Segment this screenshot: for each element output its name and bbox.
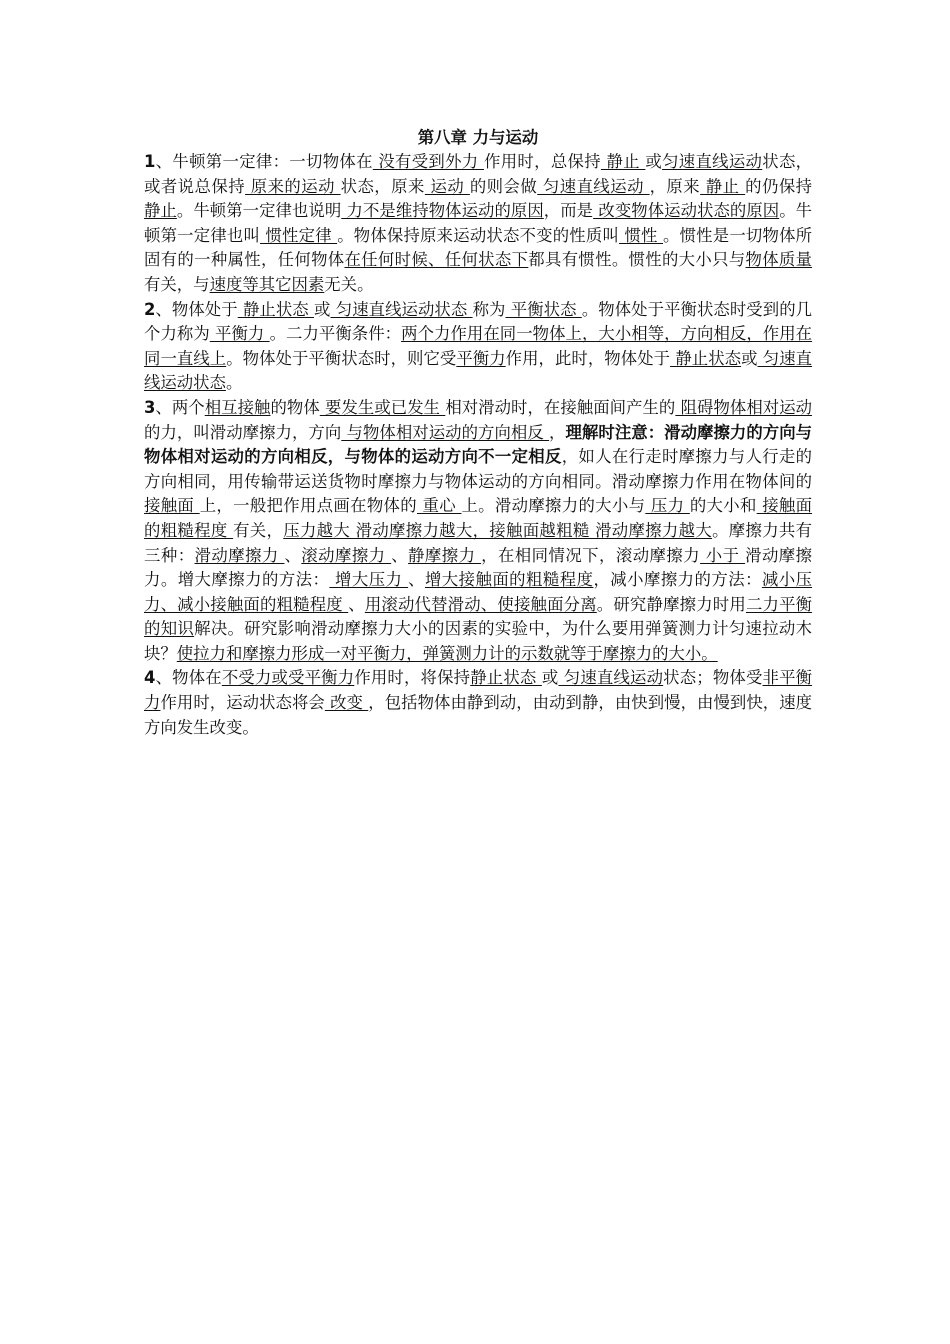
body-text: 上，一般把作用点画在物体的	[199, 496, 417, 516]
body-text: 的力，叫滑动摩擦力，方向	[144, 422, 342, 442]
answer-blank: 使拉力和摩擦力形成一对平衡力，弹簧测力计的示数就等于摩擦力的大小。	[176, 643, 718, 663]
answer-blank: 原来的运动	[245, 176, 341, 196]
paragraph-3	[144, 396, 812, 667]
body-text: ，如人在行走时摩擦力与人行走的方向相同，用传输带运送货物时摩擦力与物体运动的方向相同。滑动摩擦力作用在物体间的	[144, 447, 813, 491]
answer-blank: 减小压力、减小接触面的粗糙程度	[144, 570, 813, 614]
body-text: 的大小和	[689, 496, 757, 516]
answer-blank: 静止状态	[670, 348, 742, 368]
body-text: 的则会做	[469, 176, 538, 196]
answer-blank: 与物体相对运动的方向相反	[341, 422, 550, 442]
answer-blank: 匀速直线运动	[662, 152, 763, 171]
body-text: 、	[348, 594, 365, 614]
body-text: 称为	[472, 299, 506, 319]
paragraph-list	[144, 150, 812, 740]
paragraph-1	[144, 150, 812, 298]
answer-blank: 运动	[424, 176, 470, 196]
answer-blank: 力不是维持物体运动的原因	[341, 201, 544, 221]
body-text: 无关。	[324, 274, 374, 294]
body-text: 滑动摩擦力。增大摩擦力的方法：	[144, 545, 813, 590]
body-text: 、	[408, 570, 425, 590]
answer-blank: 匀速直线运动	[558, 668, 664, 688]
answer-blank: 改变物体运动状态的原因	[593, 201, 780, 221]
answer-blank: 静止	[700, 176, 746, 196]
answer-blank: 滑动摩擦力	[194, 545, 285, 565]
document-body	[144, 126, 812, 740]
answer-blank: 重心	[416, 496, 462, 516]
body-text: 。牛顿第一定律也说明	[176, 201, 342, 221]
answer-blank: 惯性定律	[260, 225, 338, 245]
answer-blank: 压力	[645, 496, 690, 516]
answer-blank: 速度等其它因素	[209, 274, 325, 294]
body-text: 、	[391, 545, 409, 565]
answer-blank: 阻碍物体相对运动	[675, 397, 813, 417]
answer-blank: 二力平衡的知识	[144, 594, 813, 639]
body-text: 。物体处于平衡状态时受到的几个力称为	[144, 299, 813, 344]
body-text: 作用，此时，物体处于	[505, 348, 671, 368]
body-text: 。物体处于平衡状态时，则它受	[226, 348, 457, 368]
paragraph-number: 1	[144, 152, 156, 171]
answer-blank: 接触面	[144, 496, 200, 516]
answer-blank: 增大压力	[329, 570, 409, 590]
body-text: 的物体	[270, 397, 320, 417]
answer-blank: 平衡力	[456, 348, 506, 368]
answer-blank: 非平衡力	[144, 668, 813, 713]
paragraph-number: 4	[144, 668, 156, 688]
paragraph-4	[144, 666, 812, 740]
answer-blank: 匀速直线运动状态	[144, 348, 813, 393]
body-text: 解决。研究影响滑动摩擦力大小的因素的实验中，为什么要用弹簧测力计匀速拉动木块？	[144, 619, 812, 663]
body-text: ，而是	[543, 201, 594, 221]
body-text: 、牛顿第一定律：一切物体在	[155, 152, 373, 171]
body-text: ，减小摩擦力的方法：	[593, 570, 762, 590]
answer-blank: 要发生或已发生	[319, 397, 446, 417]
body-text: 作用时，将保持	[354, 668, 471, 688]
body-text: 或	[541, 668, 559, 688]
answer-blank: 相互接触	[204, 397, 271, 417]
body-text: 、	[284, 545, 302, 565]
answer-blank: 压力越大 滑动摩擦力越大，接触面越粗糙 滑动摩擦力越大	[283, 520, 713, 540]
answer-blank: 静止状态	[470, 668, 542, 688]
body-text: 都具有惯性。惯性的大小只与	[528, 250, 746, 270]
paragraph-2	[144, 298, 812, 396]
answer-blank: 在任何时候、任何状态下	[344, 250, 529, 270]
body-text: 相对滑动时，在接触面间产生的	[445, 397, 676, 417]
answer-blank: 物体质量	[745, 250, 813, 270]
body-text: 。牛顿第一定律也叫	[144, 201, 813, 245]
body-text: 。研究静摩擦力时用	[596, 594, 746, 614]
paragraph-number: 3	[144, 397, 156, 417]
body-text: 。摩擦力共有三种：	[144, 520, 813, 565]
body-text: 有关，	[233, 520, 284, 540]
answer-blank: 静止状态	[237, 299, 315, 319]
emphasis-text: 理解时注意：滑动摩擦力的方向与物体相对运动的方向相反，与物体的运动方向不一定相反	[144, 422, 813, 467]
answer-blank: 用滚动代替滑动、使接触面分离	[364, 594, 597, 614]
body-text: 或	[314, 299, 331, 319]
answer-blank: 小于	[700, 545, 746, 565]
body-text: 、物体在	[155, 668, 222, 688]
answer-blank: 滚动摩擦力	[301, 545, 392, 565]
answer-blank: 接触面的粗糙程度	[144, 496, 813, 540]
answer-blank: 不受力或受平衡力	[221, 668, 355, 688]
body-text: 。物体保持原来运动状态不变的性质叫	[337, 225, 620, 245]
body-text: ，原来	[649, 176, 701, 196]
answer-blank: 匀速直线运动	[537, 176, 650, 196]
body-text: 或	[645, 152, 663, 171]
answer-blank: 匀速直线运动状态	[330, 299, 473, 319]
answer-blank: 静摩擦力	[408, 545, 482, 565]
body-text: 作用时，总保持	[484, 152, 601, 171]
body-text: ，	[549, 422, 566, 442]
answer-blank: 静止	[600, 152, 646, 171]
answer-blank: 增大接触面的粗糙程度	[424, 570, 594, 590]
body-text: 、两个	[155, 397, 205, 417]
paragraph-number: 2	[144, 299, 156, 319]
body-text: 。	[225, 373, 243, 393]
body-text: 状态，原来	[340, 176, 425, 196]
body-text: ，包括物体由静到动，由动到静，由快到慢，由慢到快，速度方向发生改变。	[144, 693, 813, 737]
body-text: 状态；物体受	[663, 668, 763, 688]
chapter-title: 第八章 力与运动	[417, 128, 539, 147]
answer-blank: 没有受到外力	[372, 152, 485, 171]
body-text: 作用时，运动状态将会	[160, 693, 325, 713]
body-text: 。二力平衡条件：	[269, 324, 402, 344]
body-text: 或	[741, 348, 758, 368]
answer-blank: 静止	[144, 201, 177, 221]
answer-blank: 平衡力	[209, 324, 270, 344]
answer-blank: 惯性	[619, 225, 664, 245]
answer-blank: 两个力作用在同一物体上，大小相等，方向相反，作用在同一直线上	[144, 324, 813, 368]
body-text: 、物体处于	[155, 299, 238, 319]
answer-blank: 平衡状态	[505, 299, 582, 319]
answer-blank: 改变	[324, 693, 369, 713]
body-text: 的仍保持	[745, 176, 813, 196]
body-text: 状态，或者说总保持	[144, 152, 813, 196]
body-text: ，在相同情况下，滚动摩擦力	[481, 545, 701, 565]
body-text: 。惯性是一切物体所固有的一种属性，任何物体	[144, 225, 813, 270]
body-text: 有关，与	[144, 274, 210, 294]
body-text: 上。滑动摩擦力的大小与	[461, 496, 646, 516]
